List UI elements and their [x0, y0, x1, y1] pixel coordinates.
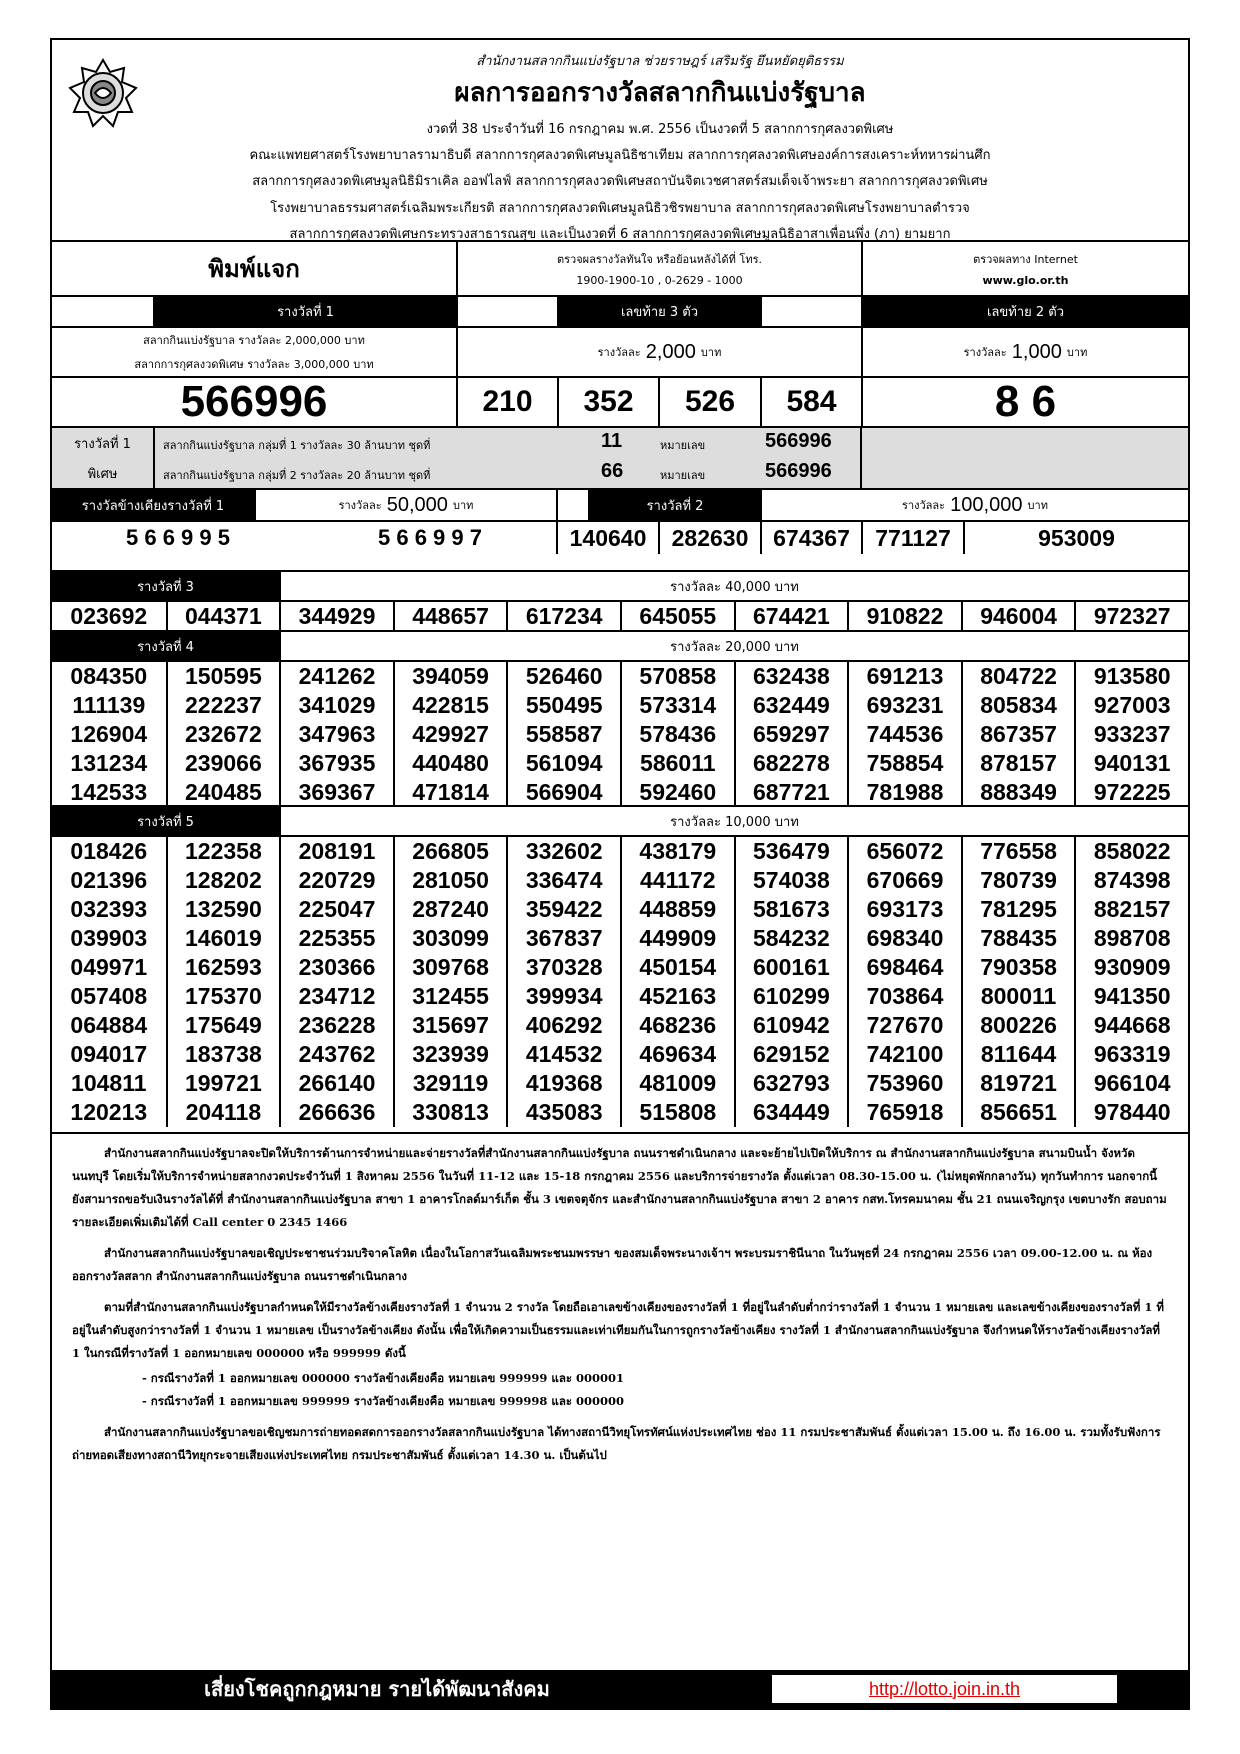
- fourth-prize-number: 394059: [393, 662, 507, 691]
- fifth-prize-number: 183738: [166, 1040, 280, 1069]
- fifth-prize-number: 698464: [847, 953, 961, 982]
- fifth-prize-number: 021396: [70, 867, 148, 893]
- free-print-label: พิมพ์แจก: [208, 255, 300, 283]
- amount-unit: บาท: [1066, 346, 1088, 359]
- fifth-prize-number: 336474: [506, 866, 620, 895]
- third-prize-number: 344929: [279, 602, 393, 631]
- fifth-prize-number: 610942: [734, 1011, 848, 1040]
- fourth-prize-number: 687721: [734, 778, 848, 807]
- third-prize-number: 910822: [847, 602, 961, 631]
- fourth-prize-number: 691213: [847, 662, 961, 691]
- fifth-prize-number: 435083: [506, 1098, 620, 1127]
- fifth-prize-number: 481009: [620, 1069, 734, 1098]
- fifth-prize-number: 581673: [734, 895, 848, 924]
- fifth-prize-number: 406292: [506, 1011, 620, 1040]
- fifth-prize-number: 452163: [620, 982, 734, 1011]
- fourth-prize-number: 632438: [734, 662, 848, 691]
- fifth-prize-number: 441172: [620, 866, 734, 895]
- fifth-prize-number: 287240: [393, 895, 507, 924]
- fourth-prize-number: 940131: [1074, 749, 1188, 778]
- announcement-paragraph: สำนักงานสลากกินแบ่งรัฐบาลจะปิดให้บริการด้านการจำหน่ายและจ่ายรางวัลที่สำนักงานสลากกินแบ่งรัฐบาล ถนนราชดำเนินกลาง และจะย้ายไปเปิดให้บริการ ณ สำนักงานสลากกินแบ่งรัฐบาล สนามบินน้ำ จังหวัดนนทบุรี โดยเริ่มให้บริการจำหน่ายสลากงวดประจำวันที่ 1 สิงหาคม 2556 ในวันที่ 11-12 และ 15-18 กรกฎาคม 2556 และบริการจ่ายรางวัล ตั้งแต่เวลา 08.30-15.00 น. (ไม่หยุดพักกลางวัน) ทุกวันทำการ นอกจากนี้ยังสามารถขอรับเงินรางวัลได้ที่ สำนักงานสลากกินแบ่งรัฐบาล สาขา 1 อาคารโกลด์มาร์เก็ต ชั้น 3 เขตจตุจักร และสำนักงานสลากกินแบ่งรัฐบาล สาขา 2 อาคาร กสท.โทรคมนาคม ชั้น 21 ถนนเจริญกรุง เขตบางรัก สอบถามรายละเอียดเพิ่มเติมได้ที่ Call center 0 2345 1466: [72, 1146, 1167, 1229]
- fourth-prize-number: 561094: [506, 749, 620, 778]
- fifth-prize-number: 941350: [1074, 982, 1188, 1011]
- fifth-prize-number: 450154: [620, 953, 734, 982]
- winning-numbers-row: [52, 376, 1188, 426]
- draw-info: งวดที่ 38 ประจำวันที่ 16 กรกฎาคม พ.ศ. 2556 เป็นงวดที่ 5 สลากการกุศลงวดพิเศษ: [426, 122, 894, 137]
- fifth-prize-number: 448859: [620, 895, 734, 924]
- fifth-prize-number: 266805: [393, 837, 507, 866]
- fifth-prize-number: 800011: [961, 982, 1075, 1011]
- charity-line: โรงพยาบาลธรรมศาสตร์เฉลิมพระเกียรติ สลากการกุศลงวดพิเศษมูลนิธิวชิรพยาบาล สลากการกุศลงวดพิเศษโรงพยาบาลตำรวจ: [270, 201, 970, 216]
- footer-url-box: [772, 1675, 1117, 1703]
- footer-url-link[interactable]: http://lotto.join.in.th: [868, 1678, 1021, 1699]
- fifth-prize-number: 146019: [166, 924, 280, 953]
- fifth-prize-number: 315697: [393, 1011, 507, 1040]
- fifth-prize-number: 018426: [70, 838, 148, 864]
- announcement-paragraph: สำนักงานสลากกินแบ่งรัฐบาลขอเชิญชมการถ่ายทอดสดการออกรางวัลสลากกินแบ่งรัฐบาล ได้ทางสถานีวิทยุโทรทัศน์แห่งประเทศไทย ช่อง 11 กรมประชาสัมพันธ์ ตั้งแต่เวลา 15.00 น. ถึง 16.00 น. รวมทั้งรับฟังการถ่ายทอดเสียงทางสถานีวิทยุกระจายเสียงแห่งประเทศไทย กรมประชาสัมพันธ์ ตั้งแต่เวลา 14.30 น. เป็นต้นไป: [72, 1425, 1161, 1462]
- third-prize-number: 044371: [166, 602, 280, 631]
- spacer: [556, 490, 588, 520]
- fifth-prize-number: 359422: [506, 895, 620, 924]
- fourth-prize-number: 471814: [393, 778, 507, 807]
- announcement-case: - กรณีรางวัลที่ 1 ออกหมายเลข 000000 รางวัลข้างเคียงคือ หมายเลข 999999 และ 000001: [142, 1371, 625, 1385]
- special-num-label: หมายเลข: [660, 439, 706, 452]
- fourth-prize-number: 878157: [961, 749, 1075, 778]
- two-digit-amount: [861, 328, 1188, 376]
- fifth-prize-number: 515808: [620, 1098, 734, 1127]
- special-prize-label: [52, 428, 153, 488]
- fourth-prize-number: 758854: [847, 749, 961, 778]
- fourth-prize-number: 933237: [1074, 720, 1188, 749]
- fifth-prize-number: 064884: [70, 1012, 148, 1038]
- fifth-prize-number: 414532: [506, 1040, 620, 1069]
- fourth-prize-grid: [52, 660, 1188, 807]
- fifth-prize-number: 788435: [961, 924, 1075, 953]
- amount-value: 2,000: [645, 340, 696, 363]
- second-prize-label: รางวัลที่ 2: [588, 490, 760, 520]
- third-prize-number: 617234: [506, 602, 620, 631]
- three-digit-number: 526: [658, 378, 760, 426]
- amount-value: 1,000: [1011, 340, 1062, 363]
- phone-numbers: 1900-1900-10 , 0-2629 - 1000: [576, 274, 743, 287]
- special-number: 566996: [765, 430, 832, 452]
- fifth-prize-number: 656072: [847, 837, 961, 866]
- fourth-prize-number: 150595: [166, 662, 280, 691]
- fifth-prize-number: 800226: [961, 1011, 1075, 1040]
- fifth-prize-number: 898708: [1074, 924, 1188, 953]
- announcement-case: - กรณีรางวัลที่ 1 ออกหมายเลข 999999 รางวัลข้างเคียงคือ หมายเลข 999998 และ 000000: [142, 1394, 625, 1408]
- fifth-prize-number: 330813: [393, 1098, 507, 1127]
- amount-prefix: รางวัลละ: [338, 499, 382, 512]
- special-num-label: หมายเลข: [660, 469, 706, 482]
- fifth-prize-grid: [52, 835, 1188, 1127]
- fourth-prize-number: 429927: [393, 720, 507, 749]
- special-prize-rows: [153, 428, 860, 488]
- fourth-prize-number: 578436: [620, 720, 734, 749]
- fourth-prize-label: รางวัลที่ 4: [52, 632, 279, 660]
- fifth-prize-number: 057408: [70, 983, 148, 1009]
- amount-unit: บาท: [1027, 499, 1048, 512]
- fifth-prize-number: 104811: [71, 1070, 147, 1096]
- fifth-prize-amount: รางวัลละ 10,000 บาท: [279, 807, 1188, 835]
- three-digit-amount: [456, 328, 861, 376]
- fifth-prize-number: 966104: [1074, 1069, 1188, 1098]
- info-row: [52, 240, 1188, 295]
- fifth-prize-number: 220729: [279, 866, 393, 895]
- charity-line: คณะแพทยศาสตร์โรงพยาบาลรามาธิบดี สลากการกุศลงวดพิเศษมูลนิธิชาเทียม สลากการกุศลงวดพิเศษองค์การสงเคราะห์ทหารผ่านศึก: [249, 148, 991, 163]
- fifth-prize-number: 032393: [70, 896, 148, 922]
- fifth-prize-number: 963319: [1074, 1040, 1188, 1069]
- fifth-prize-number: 632793: [734, 1069, 848, 1098]
- special-desc: สลากกินแบ่งรัฐบาล กลุ่มที่ 2 รางวัลละ 20 ล้านบาท ชุดที่: [163, 469, 431, 482]
- fourth-prize-number: 913580: [1074, 662, 1188, 691]
- fifth-prize-number: 303099: [393, 924, 507, 953]
- fifth-prize-number: 584232: [734, 924, 848, 953]
- third-prize-number: 023692: [70, 603, 148, 629]
- fourth-prize-header: [52, 630, 1188, 660]
- fifth-prize-number: 243762: [279, 1040, 393, 1069]
- fifth-prize-number: 753960: [847, 1069, 961, 1098]
- amount-prefix: รางวัลละ: [902, 499, 946, 512]
- fourth-prize-number: 241262: [279, 662, 393, 691]
- fourth-prize-number: 659297: [734, 720, 848, 749]
- amount-unit: บาท: [700, 346, 722, 359]
- fifth-prize-number: 312455: [393, 982, 507, 1011]
- fifth-prize-number: 266636: [279, 1098, 393, 1127]
- fifth-prize-number: 978440: [1074, 1098, 1188, 1127]
- fourth-prize-number: 558587: [506, 720, 620, 749]
- internet-info: [861, 242, 1188, 295]
- special-desc: สลากกินแบ่งรัฐบาล กลุ่มที่ 1 รางวัลละ 30 ล้านบาท ชุดที่: [163, 439, 431, 452]
- fourth-prize-number: 592460: [620, 778, 734, 807]
- website-link[interactable]: www.glo.or.th: [982, 274, 1069, 287]
- fifth-prize-number: 449909: [620, 924, 734, 953]
- special-set: 66: [601, 460, 624, 482]
- third-prize-label: รางวัลที่ 3: [52, 572, 279, 600]
- fifth-prize-number: 610299: [734, 982, 848, 1011]
- fourth-prize-number: 744536: [847, 720, 961, 749]
- fifth-prize-number: 574038: [734, 866, 848, 895]
- fourth-prize-number: 632449: [734, 691, 848, 720]
- page-title: ผลการออกรางวัลสลากกินแบ่งรัฐบาล: [454, 78, 866, 108]
- spacer: [456, 297, 557, 326]
- first-prize-desc-1: สลากกินแบ่งรัฐบาล รางวัลละ 2,000,000 บาท: [143, 334, 365, 347]
- third-prize-header: [52, 570, 1188, 600]
- amount-value: 50,000: [386, 493, 448, 516]
- spacer: [52, 297, 153, 326]
- fifth-prize-number: 120213: [70, 1099, 148, 1125]
- fifth-prize-number: 208191: [279, 837, 393, 866]
- fifth-prize-number: 703864: [847, 982, 961, 1011]
- third-prize-number: 946004: [961, 602, 1075, 631]
- second-prize-number: 674367: [760, 522, 861, 554]
- fourth-prize-number: 566904: [506, 778, 620, 807]
- special-row: [155, 430, 860, 456]
- third-prize-number: 645055: [620, 602, 734, 631]
- fifth-prize-number: 049971: [70, 954, 148, 980]
- fifth-prize-number: 811644: [961, 1040, 1075, 1069]
- second-prize-number: 953009: [963, 522, 1188, 554]
- fifth-prize-number: 790358: [961, 953, 1075, 982]
- prize-label-row: [52, 295, 1188, 326]
- second-prize-number: 771127: [861, 522, 963, 554]
- fourth-prize-number: 972225: [1074, 778, 1188, 807]
- fourth-prize-number: 440480: [393, 749, 507, 778]
- adjacent-number: 5 6 6 9 9 7: [378, 525, 482, 550]
- three-digit-number: 584: [760, 378, 861, 426]
- fourth-prize-amount: รางวัลละ 20,000 บาท: [279, 632, 1188, 660]
- fourth-prize-number: 367935: [279, 749, 393, 778]
- fifth-prize-number: 266140: [279, 1069, 393, 1098]
- fourth-prize-number: 927003: [1074, 691, 1188, 720]
- fifth-prize-number: 819721: [961, 1069, 1075, 1098]
- announcements: [52, 1132, 1188, 1475]
- prize-amount-row: [52, 326, 1188, 376]
- fourth-prize-number: 781988: [847, 778, 961, 807]
- fifth-prize-number: 882157: [1074, 895, 1188, 924]
- fifth-prize-number: 132590: [166, 895, 280, 924]
- two-digit-label: เลขท้าย 2 ตัว: [861, 297, 1188, 326]
- footer-slogan: เสี่ยงโชคถูกกฎหมาย รายได้พัฒนาสังคม: [204, 1677, 550, 1701]
- adjacent-number: 5 6 6 9 9 5: [126, 525, 230, 550]
- fourth-prize-number: 111139: [72, 692, 146, 718]
- fifth-prize-number: 727670: [847, 1011, 961, 1040]
- fourth-prize-number: 341029: [279, 691, 393, 720]
- fourth-prize-number: 232672: [166, 720, 280, 749]
- announcement-paragraph: ตามที่สำนักงานสลากกินแบ่งรัฐบาลกำหนดให้มีรางวัลข้างเคียงรางวัลที่ 1 จำนวน 2 รางวัล โดยถือเอาเลขข้างเคียงของรางวัลที่ 1 ที่อยู่ในลำดับต่ำกว่ารางวัลที่ 1 จำนวน 1 หมายเลข และเลขข้างเคียงของรางวัลที่ 1 ที่อยู่ในลำดับสูงกว่ารางวัลที่ 1 จำนวน 1 หมายเลข เป็นรางวัลข้างเคียง ดังนั้น เพื่อให้เกิดความเป็นธรรมและเท่าเทียมกันในการถูกรางวัลข้างเคียง รางวัลที่ 1 สำนักงานสลากกินแบ่งรัฐบาล จึงกำหนดให้รางวัลข้างเคียงรางวัลที่ 1 ในกรณีที่รางวัลที่ 1 ออกหมายเลข 000000 หรือ 999999 ดังนี้: [72, 1300, 1164, 1360]
- amount-value: 100,000: [950, 493, 1023, 516]
- amount-unit: บาท: [452, 499, 474, 512]
- footer: [52, 1670, 1188, 1708]
- charity-line: สลากการกุศลงวดพิเศษมูลนิธิมิราเคิล ออฟไลฟ์ สลากการกุศลงวดพิเศษสถาบันจิตเวชศาสตร์สมเด็จเจ้าพระยา สลากการกุศลงวดพิเศษ: [252, 174, 988, 189]
- fifth-prize-number: 281050: [393, 866, 507, 895]
- fourth-prize-number: 239066: [166, 749, 280, 778]
- fourth-prize-number: 805834: [961, 691, 1075, 720]
- special-prize-block: [52, 426, 1188, 488]
- first-prize-desc-2: สลากการกุศลงวดพิเศษ รางวัลละ 3,000,000 บาท: [134, 358, 374, 371]
- amount-prefix: รางวัลละ: [963, 346, 1007, 359]
- fourth-prize-number: 573314: [620, 691, 734, 720]
- third-prize-amount: รางวัลละ 40,000 บาท: [279, 572, 1188, 600]
- fifth-prize-number: 323939: [393, 1040, 507, 1069]
- fifth-prize-number: 162593: [166, 953, 280, 982]
- fifth-prize-number: 874398: [1074, 866, 1188, 895]
- fifth-prize-number: 536479: [734, 837, 848, 866]
- fifth-prize-number: 600161: [734, 953, 848, 982]
- fifth-prize-number: 199721: [166, 1069, 280, 1098]
- phone-info: [456, 242, 861, 295]
- three-digit-number: 352: [557, 378, 658, 426]
- adjacent-amount: [254, 490, 556, 520]
- fourth-prize-number: 693231: [847, 691, 961, 720]
- fifth-prize-number: 629152: [734, 1040, 848, 1069]
- fifth-prize-number: 780739: [961, 866, 1075, 895]
- fifth-prize-number: 742100: [847, 1040, 961, 1069]
- fifth-prize-number: 856651: [961, 1098, 1075, 1127]
- fifth-prize-number: 094017: [70, 1041, 148, 1067]
- first-prize-number: 566996: [180, 378, 328, 426]
- fifth-prize-number: 370328: [506, 953, 620, 982]
- first-prize-desc: [52, 328, 456, 376]
- third-prize-number: 972327: [1074, 602, 1188, 631]
- fifth-prize-number: 781295: [961, 895, 1075, 924]
- fifth-prize-number: 698340: [847, 924, 961, 953]
- fifth-prize-number: 204118: [166, 1098, 280, 1127]
- fifth-prize-number: 230366: [279, 953, 393, 982]
- fifth-prize-number: 419368: [506, 1069, 620, 1098]
- fifth-prize-number: 930909: [1074, 953, 1188, 982]
- fourth-prize-number: 888349: [961, 778, 1075, 807]
- charity-line: สลากการกุศลงวดพิเศษกระทรวงสาธารณสุข และเป็นงวดที่ 6 สลากการกุศลงวดพิเศษมูลนิธิอาสาเพื่อนพึ่ง (ภา) ยามยาก: [289, 227, 951, 242]
- special-label-1: รางวัลที่ 1: [74, 436, 131, 452]
- fourth-prize-number: 526460: [506, 662, 620, 691]
- org-motto: สำนักงานสลากกินแบ่งรัฐบาล ช่วยราษฎร์ เสริมรัฐ ยึนหยัดยุติธรรม: [476, 54, 844, 69]
- fifth-prize-number: 236228: [279, 1011, 393, 1040]
- amount-prefix: รางวัลละ: [597, 346, 641, 359]
- fifth-prize-number: 122358: [166, 837, 280, 866]
- special-number: 566996: [765, 460, 832, 482]
- phone-label: ตรวจผลรางวัลทันใจ หรือย้อนหลังได้ที่ โทร.: [556, 253, 762, 266]
- fifth-prize-number: 468236: [620, 1011, 734, 1040]
- fifth-prize-number: 693173: [847, 895, 961, 924]
- fifth-prize-header: [52, 805, 1188, 835]
- adjacent-second-header: [52, 488, 1188, 520]
- adjacent-second-numbers: [52, 520, 1188, 554]
- fifth-prize-number: 175370: [166, 982, 280, 1011]
- fourth-prize-number: 550495: [506, 691, 620, 720]
- fifth-prize-number: 039903: [70, 925, 148, 951]
- fifth-prize-number: 399934: [506, 982, 620, 1011]
- fifth-prize-number: 944668: [1074, 1011, 1188, 1040]
- three-digit-number: 210: [456, 378, 557, 426]
- fourth-prize-number: 369367: [279, 778, 393, 807]
- adjacent-prize-label: รางวัลข้างเคียงรางวัลที่ 1: [52, 490, 254, 520]
- fifth-prize-number: 670669: [847, 866, 961, 895]
- third-prize-number: 448657: [393, 602, 507, 631]
- three-digit-label: เลขท้าย 3 ตัว: [557, 297, 760, 326]
- second-amount: [760, 490, 1188, 520]
- fifth-prize-label: รางวัลที่ 5: [52, 807, 279, 835]
- fifth-prize-number: 858022: [1074, 837, 1188, 866]
- third-prize-grid: [52, 600, 1188, 631]
- special-empty: [860, 428, 1188, 488]
- fifth-prize-number: 776558: [961, 837, 1075, 866]
- header: [52, 40, 1188, 270]
- fifth-prize-number: 367837: [506, 924, 620, 953]
- government-lottery-seal-icon: [68, 58, 138, 128]
- second-prize-number: 140640: [556, 522, 658, 554]
- fifth-prize-number: 332602: [506, 837, 620, 866]
- special-set: 11: [601, 430, 623, 452]
- two-digit-number: 8 6: [861, 378, 1188, 426]
- fifth-prize-number: 225047: [279, 895, 393, 924]
- fifth-prize-number: 225355: [279, 924, 393, 953]
- lottery-result-sheet: [50, 38, 1190, 1710]
- spacer: [760, 297, 861, 326]
- internet-label: ตรวจผลทาง Internet: [973, 253, 1078, 266]
- fifth-prize-number: 469634: [620, 1040, 734, 1069]
- fourth-prize-number: 240485: [166, 778, 280, 807]
- fifth-prize-number: 634449: [734, 1098, 848, 1127]
- fourth-prize-number: 422815: [393, 691, 507, 720]
- fourth-prize-number: 084350: [70, 663, 148, 689]
- fifth-prize-number: 234712: [279, 982, 393, 1011]
- special-label-2: พิเศษ: [87, 466, 118, 482]
- special-row: [155, 460, 860, 486]
- first-prize-label: รางวัลที่ 1: [153, 297, 456, 326]
- fourth-prize-number: 142533: [70, 779, 148, 805]
- fifth-prize-number: 438179: [620, 837, 734, 866]
- fourth-prize-number: 131234: [70, 750, 148, 776]
- fourth-prize-number: 867357: [961, 720, 1075, 749]
- fourth-prize-number: 126904: [70, 721, 148, 747]
- fourth-prize-number: 347963: [279, 720, 393, 749]
- fifth-prize-number: 329119: [393, 1069, 507, 1098]
- fifth-prize-number: 309768: [393, 953, 507, 982]
- fourth-prize-number: 804722: [961, 662, 1075, 691]
- fourth-prize-number: 682278: [734, 749, 848, 778]
- fifth-prize-number: 175649: [166, 1011, 280, 1040]
- fifth-prize-number: 128202: [166, 866, 280, 895]
- fourth-prize-number: 586011: [620, 749, 734, 778]
- second-prize-number: 282630: [658, 522, 760, 554]
- fourth-prize-number: 570858: [620, 662, 734, 691]
- fourth-prize-number: 222237: [166, 691, 280, 720]
- fifth-prize-number: 765918: [847, 1098, 961, 1127]
- third-prize-number: 674421: [734, 602, 848, 631]
- announcement-paragraph: สำนักงานสลากกินแบ่งรัฐบาลขอเชิญประชาชนร่วมบริจาคโลหิต เนื่องในโอกาสวันเฉลิมพระชนมพรรษา ของสมเด็จพระนางเจ้าฯ พระบรมราชินีนาถ ในวันพุธที่ 24 กรกฎาคม 2556 เวลา 09.00-12.00 น. ณ ห้องออกรางวัลสลาก สำนักงานสลากกินแบ่งรัฐบาล ถนนราชดำเนินกลาง: [72, 1246, 1153, 1283]
